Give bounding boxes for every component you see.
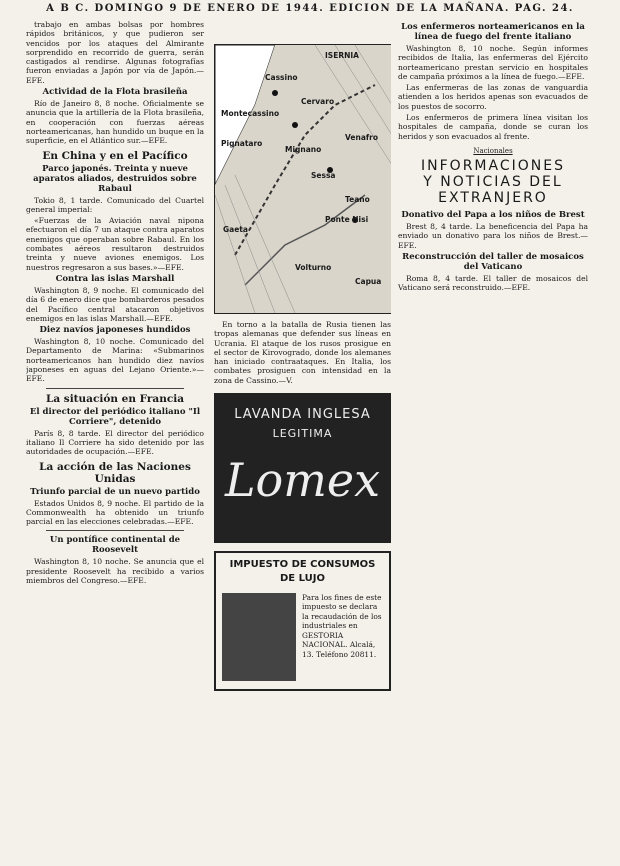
section-title-line: INFORMACIONES [421, 157, 565, 174]
headline: Donativo del Papa a los niños de Brest [401, 209, 585, 220]
ad-line: LAVANDA INGLESA [234, 407, 371, 423]
map-label: Cervaro [301, 97, 335, 106]
article-text: Estados Unidos 8, 9 noche. El partido de la Commonwealth ha obtenido un triunfo parcial en las elecciones celebradas.—EFE. [26, 498, 204, 527]
stamp-illustration [222, 593, 296, 681]
column-2 [214, 20, 391, 855]
map-label: Venafro [345, 133, 378, 142]
headline: Contra las islas Marshall [55, 273, 175, 284]
headline: En China y en el Pacífico [42, 149, 188, 162]
article-text: Brest 8, 4 tarde. La beneficencia del Papa ha enviado un donativo para los niños de Brest.—EFE. [398, 221, 588, 250]
map-label: Volturno [295, 263, 332, 272]
city-dot [272, 90, 278, 96]
page-header: A B C. DOMINGO 9 DE ENERO DE 1944. EDICION DE LA MAÑANA. PAG. 24. [46, 3, 574, 14]
headline: Reconstrucción del taller de mosaicos del Vaticano [402, 251, 584, 272]
map-label: Teano [345, 195, 370, 204]
section-title-line: EXTRANJERO [438, 189, 548, 206]
article-text: París 8, 8 tarde. El director del periódico italiano Il Corriere ha sido detenido por las autoridades de ocupación.—EFE. [26, 428, 204, 457]
article-text: Los enfermeros de primera línea visitan los hospitales de campaña, donde se curan los heridos y son evacuados al frente. [398, 113, 588, 141]
divider [46, 388, 184, 389]
headline: Actividad de la Flota brasileña [42, 87, 188, 98]
map-label: ISERNIA [325, 51, 359, 60]
ad-brand-logo: Lomex [224, 453, 381, 508]
article-text: Washington 8, 10 noche. Comunicado del Departamento de Marina: «Submarinos norteamericanos han hundido diez navíos japoneses en aguas del Lejano Oriente.»—EFE. [26, 337, 204, 384]
column-1 [26, 20, 204, 855]
divider [46, 530, 184, 531]
map-label: Mignano [285, 145, 322, 154]
headline: La acción de las Naciones Unidas [39, 460, 191, 485]
map-caption: En torno a la batalla de Rusia tienen las tropas alemanas que defender sus líneas en Ucrania. El ataque de los rusos prosigue en el sector de Kirovogrado, donde los alemanes han iniciado contraataques. En Italia, los combates prosiguen con intensidad en la zona de Cassino.—V. [214, 320, 391, 385]
subheadline: Parco japonés. Treinta y nueve aparatos aliados, destruidos sobre Rabaul [33, 163, 197, 194]
subheadline: El director del periódico italiano "Il Corriere", detenido [29, 406, 201, 427]
ad-title: IMPUESTO DE CONSUMOS [229, 559, 376, 571]
article-text: Río de Janeiro 8, 8 noche. Oficialmente se anuncia que la artillería de la Flota brasileña, en cooperación con fuerzas aéreas norteamericanas, han hundido un buque en la superficie, en el Atlántico sur.—EFE. [26, 99, 204, 146]
italy-front-map [214, 44, 391, 314]
headline: La situación en Francia [45, 392, 185, 405]
ad-title: DE LUJO [280, 573, 325, 585]
column-3 [398, 20, 588, 855]
map-label: Pignataro [221, 139, 263, 148]
article-text: «Fuerzas de la Aviación naval nipona efectuaron el día 7 un ataque contra aparatos enemigos que operaban sobre Rabaul. En los combates aéreos resultaron destruidos treinta y nueve aviones enemigos. Los nuestros regresaron a sus bases.»—EFE. [26, 216, 204, 272]
article-text: Roma 8, 4 tarde. El taller de mosaicos del Vaticano será reconstruido.—EFE. [398, 273, 588, 293]
subheadline: Triunfo parcial de un nuevo partido [30, 486, 200, 497]
article-text: trabajo en ambas bolsas por hombres rápidos británicos, y que pudieron ser vencidos por los ataques del Almirante sorprendido en recorrido de guerra, serán castigados al rendirse. Algunas fotografías fueron enviadas a Japón por vía de Japón.—EFE. [26, 20, 204, 85]
article-text: Washington 8, 10 noche. Se anuncia que el presidente Roosevelt ha recibido a varios miembros del Congreso.—EFE. [26, 557, 204, 585]
ad-text: Para los fines de este impuesto se declara la recaudación de los industriales en GESTORIA NACIONAL. Alcalá, 13. Teléfono 20811. [302, 593, 382, 659]
article-text: Washington 8, 10 noche. Según informes recibidos de Italia, las enfermeras del Ejército norteamericano prestan servicio en hospitales de campaña próximos a la línea de fuego.—EFE. [398, 44, 588, 81]
impuesto-advertisement [214, 551, 391, 691]
map-label: Ponte Nisi [325, 215, 369, 224]
map-label: Montecassino [221, 109, 280, 118]
map-label: Sessa [311, 171, 336, 180]
section-title-line: Y NOTICIAS DEL [423, 173, 563, 190]
section-tag: Nacionales [473, 146, 513, 155]
lavanda-advertisement [214, 393, 391, 543]
article-text: Las enfermeras de las zonas de vanguardia atienden a los heridos apenas son evacuados de los puestos de socorro. [398, 83, 588, 111]
headline: Un pontífice continental de Roosevelt [49, 535, 181, 556]
article-text: Washington 8, 9 noche. El comunicado del día 6 de enero dice que bombarderos pesados del Pacífico central atacaron objetivos enemigos en las islas Marshall.—EFE. [26, 285, 204, 323]
headline: Diez navíos japoneses hundidos [39, 325, 191, 336]
city-dot [292, 122, 298, 128]
map-drawing [215, 45, 391, 313]
map-label: Capua [355, 277, 382, 286]
article-text: Tokio 8, 1 tarde. Comunicado del Cuartel general imperial: [26, 195, 204, 214]
section-title [398, 158, 588, 206]
ad-line: LEGITIMA [272, 427, 333, 441]
map-label: Gaeta [223, 225, 248, 234]
headline: Los enfermeros norteamericanos en la línea de fuego del frente italiano [401, 22, 585, 42]
map-label: Cassino [265, 73, 298, 82]
